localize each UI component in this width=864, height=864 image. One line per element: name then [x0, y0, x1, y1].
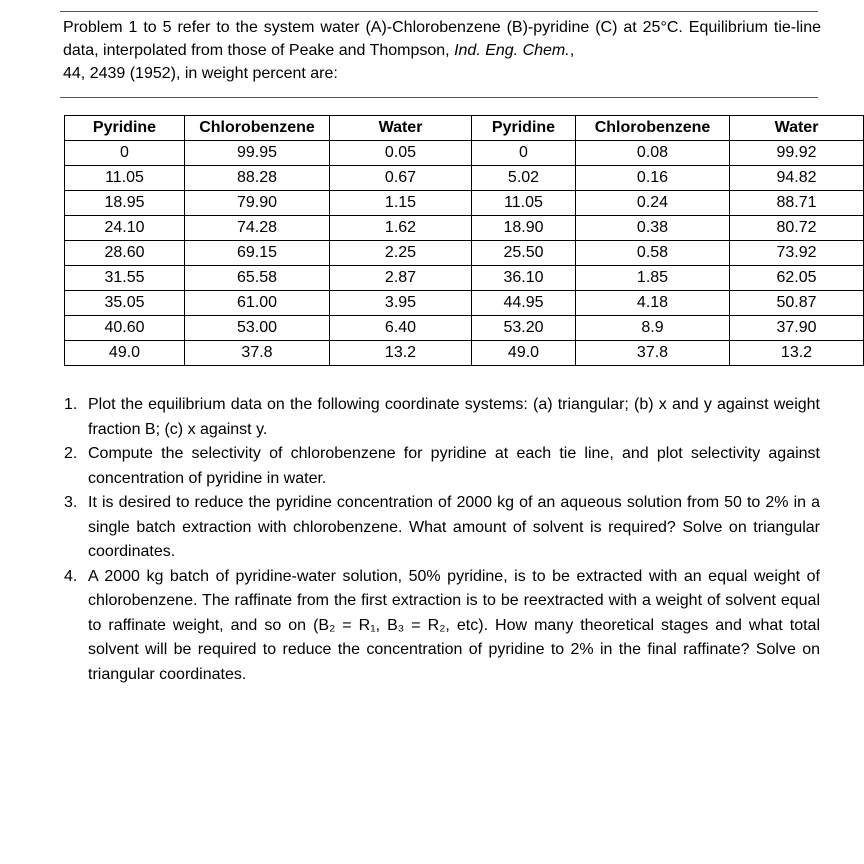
problem-text: It is desired to reduce the pyridine concentration of 2000 kg of an aqueous solution from 50 to 2% in a single batch extraction with chlorobenzene. What amount of solvent is required? Solve on triangular coordinates. [88, 494, 820, 560]
table-row [65, 191, 864, 216]
table-cell: 2.87 [330, 266, 472, 291]
table-cell: 53.00 [185, 316, 330, 341]
table-cell: 6.40 [330, 316, 472, 341]
header-chlorobenzene-raffinate: Chlorobenzene [576, 116, 730, 141]
table-cell: 25.50 [472, 241, 576, 266]
tie-line-table [64, 115, 864, 366]
header-chlorobenzene-extract: Chlorobenzene [185, 116, 330, 141]
table-row [65, 341, 864, 366]
table-cell: 37.8 [576, 341, 730, 366]
table-cell: 0.58 [576, 241, 730, 266]
problem-item [64, 393, 820, 442]
table-row [65, 291, 864, 316]
table-cell: 11.05 [65, 166, 185, 191]
table-cell: 94.82 [730, 166, 864, 191]
table-row [65, 241, 864, 266]
table-cell: 53.20 [472, 316, 576, 341]
table-cell: 0.67 [330, 166, 472, 191]
problem-number: 1. [64, 396, 78, 413]
header-pyridine-raffinate: Pyridine [472, 116, 576, 141]
header-water-extract: Water [330, 116, 472, 141]
table-cell: 11.05 [472, 191, 576, 216]
table-cell: 18.90 [472, 216, 576, 241]
problem-item [64, 442, 820, 491]
table-cell: 24.10 [65, 216, 185, 241]
table-cell: 0.08 [576, 141, 730, 166]
table-cell: 1.15 [330, 191, 472, 216]
table-cell: 3.95 [330, 291, 472, 316]
table-cell: 49.0 [65, 341, 185, 366]
table-cell: 74.28 [185, 216, 330, 241]
table-cell: 99.92 [730, 141, 864, 166]
table-cell: 88.28 [185, 166, 330, 191]
top-divider [60, 11, 818, 12]
table-cell: 37.90 [730, 316, 864, 341]
table-cell: 49.0 [472, 341, 576, 366]
table-cell: 5.02 [472, 166, 576, 191]
problem-text: Plot the equilibrium data on the following coordinate systems: (a) triangular; (b) x and y against weight fraction B; (c) x against y. [88, 396, 820, 438]
table-cell: 18.95 [65, 191, 185, 216]
table-cell: 36.10 [472, 266, 576, 291]
intro-divider [60, 97, 818, 98]
table-cell: 73.92 [730, 241, 864, 266]
header-water-raffinate: Water [730, 116, 864, 141]
table-cell: 1.85 [576, 266, 730, 291]
problem-text: A 2000 kg batch of pyridine-water solution, 50% pyridine, is to be extracted with an equal weight of chlorobenzene. The raffinate from the first extraction is to be reextracted with a weight of solvent equal to raffinate weight, and so on (B₂ = R₁, B₃ = R₂, etc). How many theoretical stages and what total solvent will be required to reduce the concentration of pyridine to 2% in the final raffinate? Solve on triangular coordinates. [88, 567, 820, 683]
table-cell: 0 [65, 141, 185, 166]
table-cell: 61.00 [185, 291, 330, 316]
table-row [65, 141, 864, 166]
table-cell: 50.87 [730, 291, 864, 316]
table-header-row [65, 116, 864, 141]
table-row [65, 216, 864, 241]
table-cell: 65.58 [185, 266, 330, 291]
problem-number: 3. [64, 494, 78, 511]
table-cell: 40.60 [65, 316, 185, 341]
table-cell: 13.2 [330, 341, 472, 366]
table-cell: 0 [472, 141, 576, 166]
table-cell: 80.72 [730, 216, 864, 241]
table-cell: 99.95 [185, 141, 330, 166]
table-body [65, 141, 864, 366]
intro-line-3: 44, 2439 (1952), in weight percent are: [63, 65, 338, 82]
problem-text: Compute the selectivity of chlorobenzene for pyridine at each tie line, and plot selectivity against concentration of pyridine in water. [88, 445, 820, 487]
table-cell: 79.90 [185, 191, 330, 216]
table-cell: 31.55 [65, 266, 185, 291]
table-cell: 8.9 [576, 316, 730, 341]
table-cell: 0.16 [576, 166, 730, 191]
problem-item [64, 491, 820, 565]
table-cell: 37.8 [185, 341, 330, 366]
journal-name: Ind. Eng. Chem. [454, 42, 570, 59]
header-pyridine-extract: Pyridine [65, 116, 185, 141]
problem-number: 2. [64, 445, 78, 462]
problem-number: 4. [64, 567, 78, 585]
table-cell: 4.18 [576, 291, 730, 316]
problem-intro [63, 16, 821, 85]
table-cell: 2.25 [330, 241, 472, 266]
table-row [65, 166, 864, 191]
table-row [65, 316, 864, 341]
table-row [65, 266, 864, 291]
table-cell: 69.15 [185, 241, 330, 266]
intro-line-1: Problem 1 to 5 refer to the system water (A)-Chlorobenzene (B)-pyridine (C) at 25°C. [63, 19, 683, 36]
table-cell: 13.2 [730, 341, 864, 366]
table-cell: 62.05 [730, 266, 864, 291]
table-cell: 28.60 [65, 241, 185, 266]
intro-line-2-pre: Equilibrium tie-line data, interpolated from those of Peake and Thompson, [63, 19, 822, 59]
table-cell: 0.05 [330, 141, 472, 166]
table-cell: 0.38 [576, 216, 730, 241]
table-cell: 0.24 [576, 191, 730, 216]
table-cell: 88.71 [730, 191, 864, 216]
problem-list [64, 393, 820, 687]
table-cell: 44.95 [472, 291, 576, 316]
problem-item [64, 565, 820, 688]
table-cell: 1.62 [330, 216, 472, 241]
table-cell: 35.05 [65, 291, 185, 316]
intro-line-2-post: , [569, 42, 575, 59]
